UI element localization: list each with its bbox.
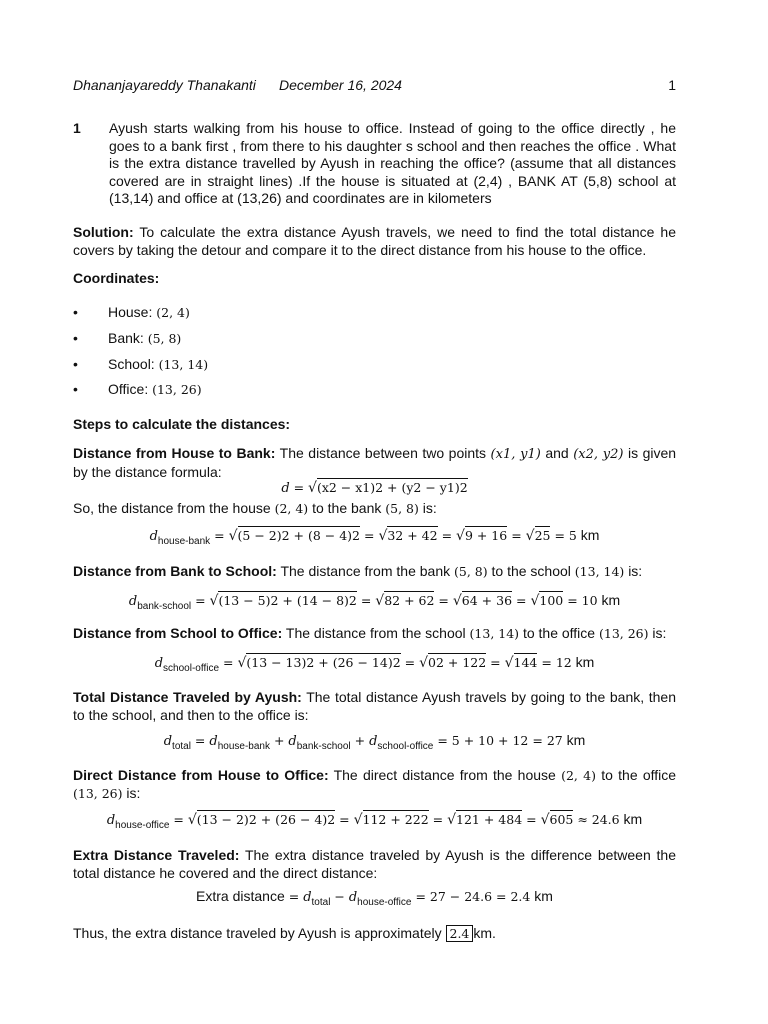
equation-radicand: 82 + 62 [384, 593, 435, 608]
unit-label: km [534, 888, 553, 904]
equation-result: 2.4 [510, 889, 531, 904]
paragraph-text: is: [652, 625, 667, 641]
equation-subscript: total [172, 740, 191, 752]
coordinate-label: Bank: [108, 330, 144, 346]
paragraph-text: Thus, the extra distance traveled by Ayush is approximately [73, 925, 442, 941]
equation-calc: 27 − 24.6 [429, 889, 493, 904]
paragraph-text: to the office [601, 767, 677, 783]
equation-radicand: (13 − 13)2 + (26 − 14)2 [246, 655, 401, 670]
equation-radicand: 112 + 222 [362, 812, 429, 827]
bank-school-paragraph [73, 563, 676, 581]
paragraph-text: to the bank [312, 500, 382, 516]
unit-label: km [575, 654, 595, 670]
paragraph-text: The direct distance from the house [333, 767, 556, 783]
formula-radicand: (x2 − x1)2 + (y2 − y1)2 [316, 480, 468, 495]
document-date: December 16, 2024 [279, 77, 402, 93]
equation-radicand: 9 + 16 [464, 528, 508, 543]
paragraph-text: The total distance Ayush travels by going to the bank, then to the school, and then to the office is: [73, 689, 676, 723]
point-school: (13, 14) [574, 564, 625, 579]
paragraph-text: km. [473, 925, 496, 941]
point-house: (2, 4) [274, 501, 309, 516]
equation-subscript: house-office [115, 819, 170, 831]
paragraph-text: is: [422, 500, 437, 516]
paragraph-text: is: [628, 563, 643, 579]
equation-subscript: bank-school [137, 600, 192, 612]
point-bank: (5, 8) [385, 501, 419, 516]
equation-radicand: 25 [534, 528, 551, 543]
paragraph-text: is given by the distance formula: [73, 445, 677, 480]
extra-heading: Extra Distance Traveled: [73, 847, 240, 863]
total-equation: $d_{total} = d_{house-bank} + d_{bank-school} + d_{school-office} = 5 + 10 + 12 = 27$ km [163, 732, 586, 752]
equation-result: 10 [581, 593, 598, 608]
problem-number: 1 [73, 120, 81, 136]
school-office-heading: Distance from School to Office: [73, 625, 283, 641]
equation-radicand: 121 + 484 [456, 812, 523, 827]
equation-subscript: school-office [163, 662, 220, 674]
equation-subscript: house-office [357, 896, 412, 908]
equation-subscript: house-bank [157, 535, 211, 547]
equation-radicand: 100 [539, 593, 564, 608]
equation-subscript: house-bank [217, 740, 270, 752]
equation-radicand: (13 − 2)2 + (26 − 4)2 [196, 812, 336, 827]
equation-result: 27 [546, 733, 563, 748]
bullet-icon: • [73, 304, 78, 320]
school-office-paragraph [73, 625, 676, 643]
bullet-icon: • [73, 356, 78, 372]
solution-label: Solution: [73, 224, 134, 240]
equation-radicand: (5 − 2)2 + (8 − 4)2 [237, 528, 361, 543]
house-bank-paragraph [73, 445, 676, 481]
equation-subscript: bank-school [296, 740, 351, 752]
point-bank: (5, 8) [454, 564, 488, 579]
total-heading: Total Distance Traveled by Ayush: [73, 689, 302, 705]
author-name: Dhananjayareddy Thanakanti [73, 77, 256, 93]
paragraph-text: So, the distance from the house [73, 500, 271, 516]
solution-intro [73, 224, 676, 259]
house-bank-equation: $d_{house-bank} = √(5 - 2)2 + (8 - 4)2 = √32 + 42 = √9 + 16 = √25 = 5$ km [149, 527, 600, 547]
total-paragraph [73, 689, 676, 724]
problem-text: Ayush starts walking from his house to office. Instead of going to the office directly , he goes to a bank first , from there to his daughter s school and then reaches the office . What is the extra distance travelled by Ayush in reaching the office? (assume that all distances covered are in straight lines) .If the house is situated at (2,4) , BANK AT (5,8) school at (13,14) and office at (13,26) and coordinates are in kilometers [109, 120, 676, 206]
point-1: (x1, y1) [490, 447, 541, 462]
coordinate-value: (2, 4) [156, 305, 190, 320]
paragraph-text: to the school [491, 563, 571, 579]
conclusion [73, 925, 676, 943]
steps-heading: Steps to calculate the distances: [73, 416, 291, 432]
equation-radicand: 605 [549, 812, 574, 827]
equation-radicand: 32 + 42 [387, 528, 438, 543]
unit-label: km [566, 732, 586, 748]
house-bank-intro [73, 500, 676, 518]
coordinates-heading: Coordinates: [73, 270, 160, 286]
house-bank-heading: Distance from House to Bank: [73, 445, 276, 461]
bank-school-heading: Distance from Bank to School: [73, 563, 277, 579]
point-2: (x2, y2) [573, 447, 624, 462]
paragraph-text: and [545, 445, 569, 461]
unit-label: km [580, 527, 600, 543]
coordinate-value: (13, 26) [152, 382, 202, 397]
equation-result: 12 [555, 655, 572, 670]
problem-statement [73, 120, 676, 208]
paragraph-text: is: [126, 784, 141, 801]
equation-radicand: 64 + 36 [461, 593, 513, 608]
coordinate-value: (13, 14) [158, 357, 209, 372]
direct-equation: $d_{house-office} = √(13 - 2)2 + (26 - 4)2 = √112 + 222 = √121 + 484 = √605 \approx 24.6$ km [106, 811, 643, 831]
point-office: (13, 26) [598, 626, 649, 641]
coordinate-value: (5, 8) [147, 331, 182, 346]
school-office-equation: $d_{school-office} = √(13 - 13)2 + (26 - 14)2 = √02 + 122 = √144 = 12$ km [154, 654, 595, 674]
unit-label: km [623, 811, 643, 827]
equation-radicand: (13 − 5)2 + (14 − 8)2 [218, 593, 357, 608]
equation-radicand: 02 + 122 [428, 655, 487, 670]
bullet-icon: • [73, 381, 78, 397]
paragraph-text: The extra distance traveled by Ayush is the difference between the total distance he covered and the direct distance: [73, 847, 676, 881]
equation-radicand: 144 [513, 655, 538, 670]
extra-label: Extra distance [196, 888, 285, 904]
unit-label: km [601, 592, 621, 608]
coordinate-label: House: [108, 304, 153, 320]
paragraph-text: The distance from the school [285, 625, 466, 641]
equation-subscript: total [311, 896, 331, 908]
bank-school-equation: $d_{bank-school} = √(13 - 5)2 + (14 - 8)2 = √82 + 62 = √64 + 36 = √100 = 10$ km [128, 592, 621, 612]
formula-symbol: d [281, 481, 290, 496]
extra-paragraph [73, 847, 676, 882]
point-house: (2, 4) [561, 768, 597, 783]
page-number: 1 [668, 77, 676, 93]
bullet-icon: • [73, 330, 78, 346]
boxed-answer: 2.4 [446, 925, 474, 942]
paragraph-text: The distance from the bank [280, 563, 451, 579]
equation-sum: 5 + 10 + 12 [451, 733, 529, 748]
direct-heading: Direct Distance from House to Office: [73, 767, 329, 783]
equation-result: 5 [568, 528, 577, 543]
direct-paragraph [73, 767, 676, 802]
solution-text: To calculate the extra distance Ayush travels, we need to find the total distance he covers by taking the detour and compare it to the direct distance from his house to the office. [73, 224, 677, 258]
running-header [73, 77, 676, 95]
equation-result: 24.6 [591, 812, 620, 827]
coordinate-label: School: [108, 356, 155, 372]
extra-equation: Extra distance = $d_{total} - d_{house-office} = 27 - 24.6 = 2.4$ km [196, 888, 553, 908]
coordinate-label: Office: [108, 381, 149, 397]
paragraph-text: to the office [522, 625, 596, 641]
point-school: (13, 14) [469, 626, 520, 641]
point-office: (13, 26) [73, 785, 123, 801]
paragraph-text: The distance between two points [279, 445, 487, 461]
distance-formula: d = √(x2 − x1)2 + (y2 − y1)2 [281, 480, 468, 496]
equation-subscript: school-office [377, 740, 434, 752]
